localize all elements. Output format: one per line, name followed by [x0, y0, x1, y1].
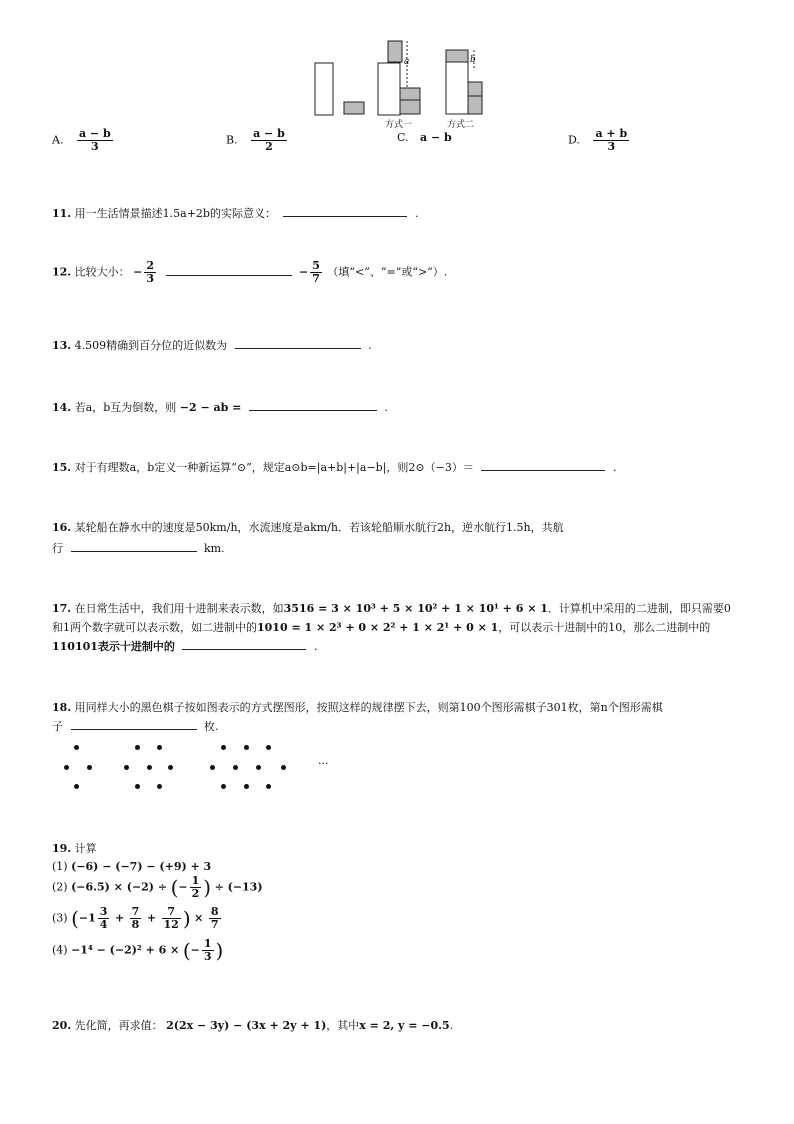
answer-blank-12[interactable]: [166, 263, 292, 276]
question-12: 12. 比较大小： − $\frac{2}{3}$ − $\frac{5}{7}$ （填“<”、“=”或“>”）.: [52, 259, 448, 286]
small-rectangle: [344, 102, 364, 114]
answer-blank-13[interactable]: [235, 336, 361, 349]
option-d[interactable]: D. $\frac{a + b}{3}$: [568, 127, 628, 154]
q19-part-2: (2) (−6.5) × (−2) ÷ (− $\frac{1}{2}$ ) ÷ (−13): [52, 874, 263, 901]
answer-blank-18[interactable]: [71, 717, 197, 730]
question-13: 13. 4.509精确到百分位的近似数为 .: [52, 336, 372, 353]
answer-blank-17[interactable]: [182, 637, 306, 650]
question-16-line2: 行 km.: [52, 539, 225, 556]
question-17-line3: 110101表示十进制中的 .: [52, 637, 317, 654]
rectangles-figure: [300, 38, 490, 128]
answer-blank-15[interactable]: [481, 458, 605, 471]
question-16: 16. 某轮船在静水中的速度是50km/h，水流速度是akm/h．若该轮船顺水航行2h，逆水航行1.5h，共航: [52, 521, 564, 534]
figure-label-b: b: [470, 55, 476, 65]
question-19: 19. 计算: [52, 842, 97, 855]
tall-rectangle: [315, 63, 333, 115]
way-two-label: 方式二: [447, 120, 475, 130]
question-11: 11. 用一生活情景描述1.5a+2b的实际意义： .: [52, 204, 418, 221]
q19-part-1: (1) (−6) − (−7) − (+9) + 3: [52, 860, 212, 873]
question-15: 15. 对于有理数a，b定义一种新运算“⊙”，规定a⊙b=|a+b|+|a−b|，则2⊙（−3）＝ .: [52, 458, 616, 475]
pattern-ellipsis: ···: [318, 757, 329, 770]
option-a[interactable]: A. $\frac{a - b}{3}$: [52, 127, 111, 154]
option-c[interactable]: C. a − b: [397, 131, 452, 144]
q19-part-4: (4) −1⁴ − (−2)² + 6 × (− $\frac{1}{3}$ ): [52, 937, 224, 964]
question-17-line1: 17. 在日常生活中，我们用十进制来表示数，如3516 = 3 × 10³ + 5 × 10² + 1 × 10¹ + 6 × 1．计算机中采用的二进制，即只需要0: [52, 602, 731, 615]
question-20: 20. 先化简，再求值： 2(2x − 3y) − (3x + 2y + 1)，其中x = 2, y = −0.5.: [52, 1019, 454, 1032]
answer-blank-14[interactable]: [249, 398, 377, 411]
question-18-line1: 18. 用同样大小的黑色棋子按如图表示的方式摆图形，按照这样的规律摆下去，则第100个图形需棋子301枚，第n个图形需棋: [52, 701, 663, 714]
q19-part-3: (3) (−1 $\frac{3}{4}$ + $\frac{7}{8}$ + $\frac{7}{12}$ ) × $\frac{8}{7}$: [52, 905, 219, 932]
question-17-line2: 和1两个数字就可以表示数，如二进制中的1010 = 1 × 2³ + 0 × 2² + 1 × 2¹ + 0 × 1，可以表示十进制中的10，那么二进制中的: [52, 621, 711, 634]
option-b[interactable]: B. $\frac{a - b}{2}$: [226, 127, 285, 154]
way-one-label: 方式一: [385, 120, 413, 130]
answer-blank-11[interactable]: [283, 204, 407, 217]
question-18-line2: 子 枚.: [52, 717, 219, 734]
figure-label-a: a: [404, 57, 410, 67]
question-14: 14. 若a，b互为倒数，则 −2 − ab = .: [52, 398, 388, 415]
answer-blank-16[interactable]: [71, 539, 197, 552]
